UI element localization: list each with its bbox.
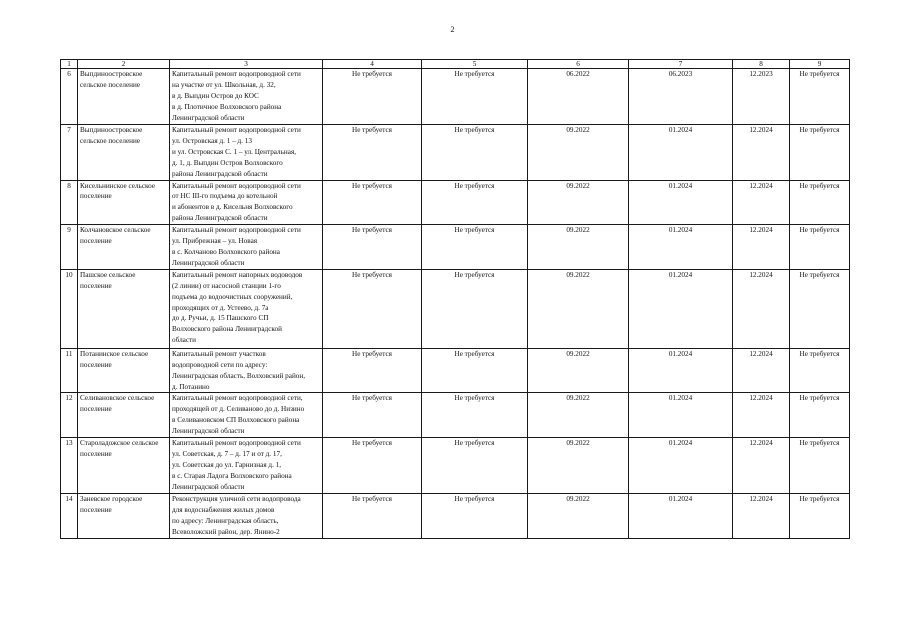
status-cell: Не требуется <box>422 438 528 494</box>
date-cell: 12.2024 <box>733 225 790 270</box>
status-cell: Не требуется <box>323 225 422 270</box>
table-row <box>61 269 850 348</box>
row-number: 9 <box>61 225 78 270</box>
status-cell: Не требуется <box>422 494 528 539</box>
date-cell: 12.2023 <box>733 69 790 125</box>
status-cell: Не требуется <box>790 438 850 494</box>
date-cell: 09.2022 <box>528 269 629 348</box>
date-cell: 01.2024 <box>629 494 733 539</box>
settlement-cell: Выпдиноостровское сельское поселение <box>78 125 170 181</box>
status-cell: Не требуется <box>422 69 528 125</box>
row-number: 11 <box>61 348 78 393</box>
date-cell: 12.2024 <box>733 125 790 181</box>
row-number: 14 <box>61 494 78 539</box>
status-cell: Не требуется <box>422 180 528 225</box>
settlement-cell: Заневское городское поселение <box>78 494 170 539</box>
description-cell: Капитальный ремонт водопроводной сети, проходящей от д. Селиваново до д. Низино в Селивановском СП Волховского района Ленинградской области <box>170 393 323 438</box>
status-cell: Не требуется <box>422 125 528 181</box>
row-number: 10 <box>61 269 78 348</box>
header-cell: 4 <box>323 60 422 69</box>
status-cell: Не требуется <box>422 393 528 438</box>
row-number: 7 <box>61 125 78 181</box>
status-cell: Не требуется <box>323 69 422 125</box>
status-cell: Не требуется <box>422 348 528 393</box>
table-row <box>61 69 850 125</box>
settlement-cell: Кисельнинское сельское поселение <box>78 180 170 225</box>
date-cell: 01.2024 <box>629 393 733 438</box>
table-row <box>61 225 850 270</box>
settlement-cell: Пашское сельское поселение <box>78 269 170 348</box>
status-cell: Не требуется <box>790 180 850 225</box>
description-cell: Капитальный ремонт водопроводной сети ул. Островская д. 1 – д. 13 и ул. Островская С. 1 – ул. Центральная, д. 1, д. Выпдин Остров Волховского района Ленинградской области <box>170 125 323 181</box>
date-cell: 09.2022 <box>528 348 629 393</box>
header-cell: 7 <box>629 60 733 69</box>
date-cell: 09.2022 <box>528 125 629 181</box>
status-cell: Не требуется <box>790 393 850 438</box>
status-cell: Не требуется <box>323 494 422 539</box>
table-row <box>61 494 850 539</box>
header-row <box>61 60 850 69</box>
header-cell: 1 <box>61 60 78 69</box>
date-cell: 12.2024 <box>733 438 790 494</box>
table-row <box>61 348 850 393</box>
table-row <box>61 125 850 181</box>
status-cell: Не требуется <box>790 225 850 270</box>
date-cell: 12.2024 <box>733 269 790 348</box>
date-cell: 12.2024 <box>733 494 790 539</box>
date-cell: 09.2022 <box>528 225 629 270</box>
header-cell: 3 <box>170 60 323 69</box>
status-cell: Не требуется <box>422 269 528 348</box>
description-cell: Капитальный ремонт водопроводной сети ул. Прибрежная – ул. Новая в с. Колчаново Волховского района Ленинградской области <box>170 225 323 270</box>
table-row <box>61 393 850 438</box>
status-cell: Не требуется <box>790 69 850 125</box>
header-cell: 6 <box>528 60 629 69</box>
settlement-cell: Колчановское сельское поселение <box>78 225 170 270</box>
date-cell: 01.2024 <box>629 269 733 348</box>
header-cell: 8 <box>733 60 790 69</box>
status-cell: Не требуется <box>790 348 850 393</box>
status-cell: Не требуется <box>323 125 422 181</box>
status-cell: Не требуется <box>422 225 528 270</box>
date-cell: 01.2024 <box>629 438 733 494</box>
date-cell: 12.2024 <box>733 348 790 393</box>
page-number: 2 <box>450 25 455 34</box>
date-cell: 09.2022 <box>528 393 629 438</box>
row-number: 12 <box>61 393 78 438</box>
date-cell: 12.2024 <box>733 180 790 225</box>
date-cell: 01.2024 <box>629 225 733 270</box>
status-cell: Не требуется <box>323 348 422 393</box>
description-cell: Реконструкция уличной сети водопровода для водоснабжения жилых домов по адресу: Ленинградская область, Всеволожский район, дер. Янино-2 <box>170 494 323 539</box>
status-cell: Не требуется <box>323 180 422 225</box>
settlement-cell: Староладожское сельское поселение <box>78 438 170 494</box>
description-cell: Капитальный ремонт водопроводной сети на участке от ул. Школьная, д. 32, в д. Выпдин Остров до КОС в д. Плотичное Волховского района Ленинградской области <box>170 69 323 125</box>
row-number: 8 <box>61 180 78 225</box>
date-cell: 12.2024 <box>733 393 790 438</box>
date-cell: 06.2022 <box>528 69 629 125</box>
date-cell: 01.2024 <box>629 180 733 225</box>
description-cell: Капитальный ремонт водопроводной сети от НС III-го подъема до котельной и абонентов в д. Кисельня Волховского района Ленинградской области <box>170 180 323 225</box>
date-cell: 09.2022 <box>528 180 629 225</box>
settlement-cell: Выпдиноостровское сельское поселение <box>78 69 170 125</box>
date-cell: 06.2023 <box>629 69 733 125</box>
header-cell: 5 <box>422 60 528 69</box>
status-cell: Не требуется <box>790 269 850 348</box>
date-cell: 09.2022 <box>528 494 629 539</box>
date-cell: 09.2022 <box>528 438 629 494</box>
table-row <box>61 180 850 225</box>
date-cell: 01.2024 <box>629 348 733 393</box>
settlement-cell: Потанинское сельское поселение <box>78 348 170 393</box>
header-cell: 2 <box>78 60 170 69</box>
status-cell: Не требуется <box>323 393 422 438</box>
row-number: 6 <box>61 69 78 125</box>
status-cell: Не требуется <box>790 494 850 539</box>
row-number: 13 <box>61 438 78 494</box>
description-cell: Капитальный ремонт напорных водоводов (2 линии) от насосной станции 1-го подъема до водоочистных сооружений, проходящих от д. Устеево, д. 7а до д. Ручьи, д. 15 Пашского СП Волховского района Ленинградской области <box>170 269 323 348</box>
schedule-table <box>60 59 850 539</box>
description-cell: Капитальный ремонт участков водопроводной сети по адресу: Ленинградская область, Волховский район, д. Потанино <box>170 348 323 393</box>
header-cell: 9 <box>790 60 850 69</box>
status-cell: Не требуется <box>790 125 850 181</box>
description-cell: Капитальный ремонт водопроводной сети ул. Советская, д. 7 – д. 17 и от д. 17, ул. Советская до ул. Гарнизная д. 1, в с. Старая Ладога Волховского района Ленинградской области <box>170 438 323 494</box>
status-cell: Не требуется <box>323 438 422 494</box>
settlement-cell: Селивановское сельское поселение <box>78 393 170 438</box>
table-row <box>61 438 850 494</box>
status-cell: Не требуется <box>323 269 422 348</box>
date-cell: 01.2024 <box>629 125 733 181</box>
